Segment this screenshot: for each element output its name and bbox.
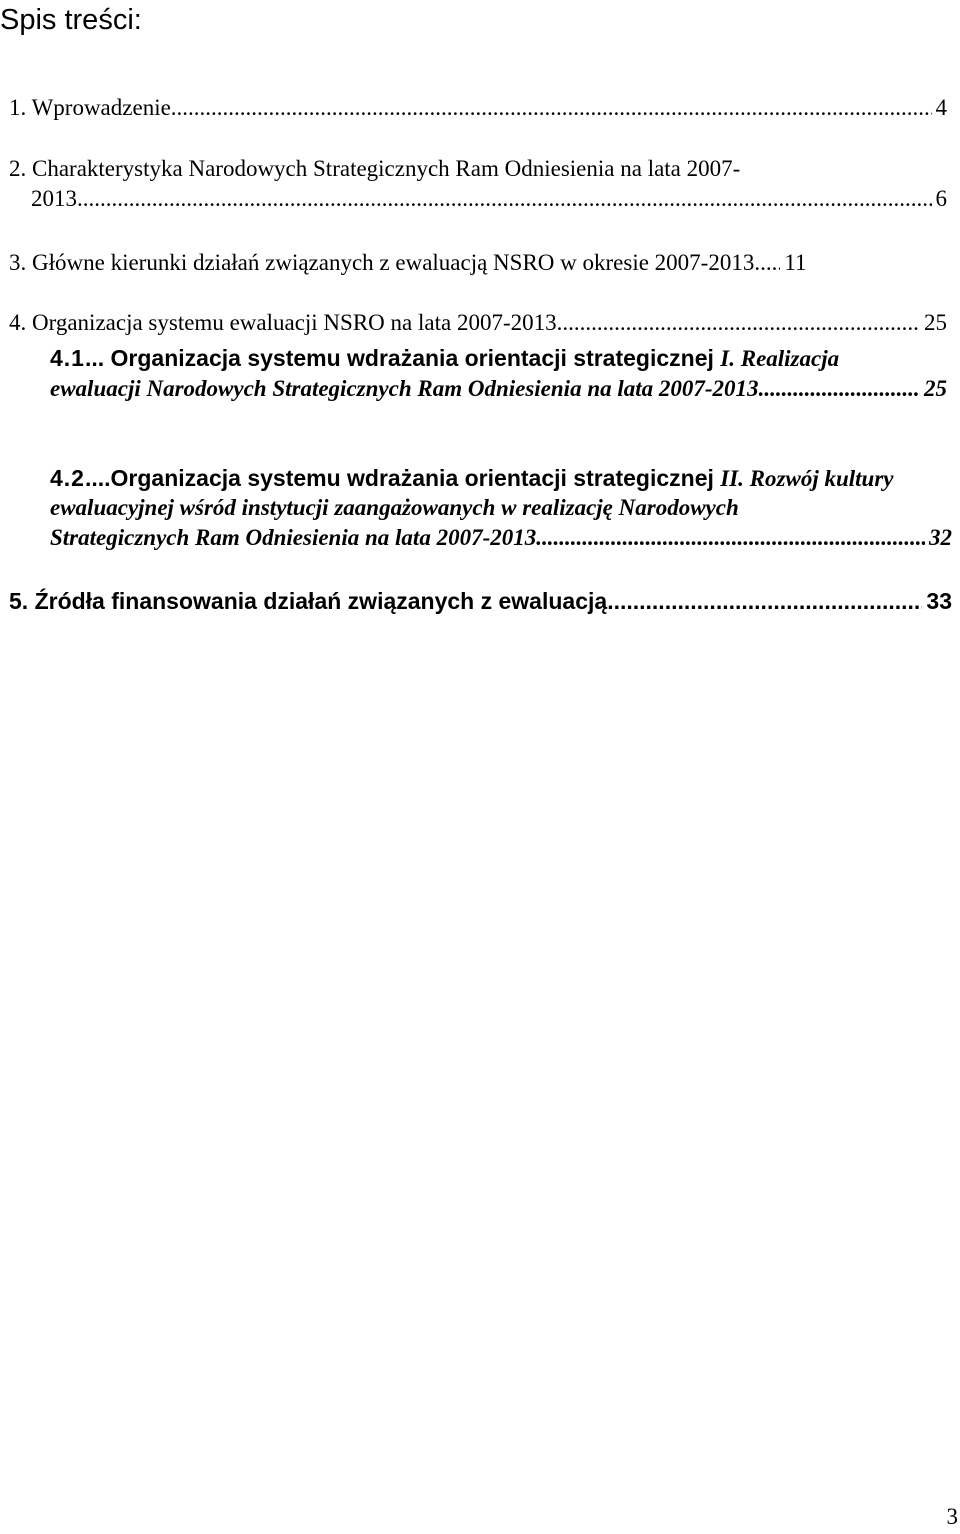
page-title: Spis treści: — [0, 4, 142, 36]
toc-entry-4[interactable] — [0, 308, 960, 338]
toc-page-number: 32 — [929, 525, 952, 550]
toc-entry-title-italic: ewaluacji Narodowych Strategicznych Ram Odniesienia na lata 2007-2013 — [50, 376, 759, 401]
toc-entry-4-2-line-2[interactable] — [0, 493, 960, 523]
toc-page-number: 6 — [935, 186, 947, 211]
toc-leader-dots — [171, 93, 932, 123]
toc-entry-4-1-line-1[interactable]: 4.1... Organizacja systemu wdrażania orientacji strategicznej I. Realizacja — [50, 345, 840, 371]
toc-entry-title-italic: Strategicznych Ram Odniesienia na lata 2007-2013 — [50, 525, 537, 550]
toc-leader-dots — [77, 184, 932, 214]
toc-entry-2-line-1[interactable] — [0, 154, 960, 184]
toc-leader-dots — [557, 308, 920, 338]
toc-entry-title: 1. Wprowadzenie — [9, 95, 171, 120]
toc-entry-4-2[interactable] — [0, 523, 960, 553]
toc-page-number: 11 — [784, 250, 807, 275]
toc-entry-number: 4.2 — [50, 465, 85, 491]
toc-entry-title: 3. Główne kierunki działań związanych z ewaluacją NSRO w okresie 2007-2013 — [9, 250, 755, 275]
toc-entry-title-italic: I. Realizacja — [720, 346, 840, 371]
toc-entry-title-italic: ewaluacyjnej wśród instytucji zaangażowanych w realizację Narodowych — [50, 495, 739, 520]
toc-entry-5[interactable] — [0, 586, 960, 616]
toc-entry-1[interactable] — [0, 93, 960, 123]
toc-leader-dots — [754, 248, 780, 278]
toc-entry-title-italic: II. Rozwój kultury — [720, 466, 894, 491]
toc-entry-4-2-line-1[interactable]: 4.2....Organizacja systemu wdrażania orientacji strategicznej II. Rozwój kultury — [50, 465, 894, 491]
toc-page-number: 25 — [924, 376, 947, 401]
toc-page-number: 25 — [924, 310, 947, 335]
toc-page-number: 33 — [926, 588, 952, 614]
toc-entry-title-continued: 2013 — [31, 186, 77, 211]
toc-leader-dots — [536, 523, 925, 553]
toc-entry-title: Organizacja systemu wdrażania orientacji strategicznej — [110, 465, 721, 491]
page-number: 3 — [946, 1504, 958, 1529]
toc-entry-2[interactable] — [0, 184, 960, 214]
toc-leader-dots — [759, 374, 920, 404]
toc-entry-3[interactable] — [0, 248, 960, 278]
toc-entry-number: 4.1 — [50, 345, 85, 371]
toc-page-number: 4 — [935, 95, 947, 120]
toc-entry-title: 5. Źródła finansowania działań związanych z ewaluacją — [9, 588, 608, 614]
toc-entry-title: 2. Charakterystyka Narodowych Strategicznych Ram Odniesienia na lata 2007- — [9, 156, 741, 181]
toc-entry-4-1[interactable] — [0, 374, 960, 404]
toc-entry-title: Organizacja systemu wdrażania orientacji strategicznej — [104, 345, 721, 371]
toc-leader-dots — [607, 586, 922, 616]
toc-entry-title: 4. Organizacja systemu ewaluacji NSRO na lata 2007-2013 — [9, 310, 557, 335]
